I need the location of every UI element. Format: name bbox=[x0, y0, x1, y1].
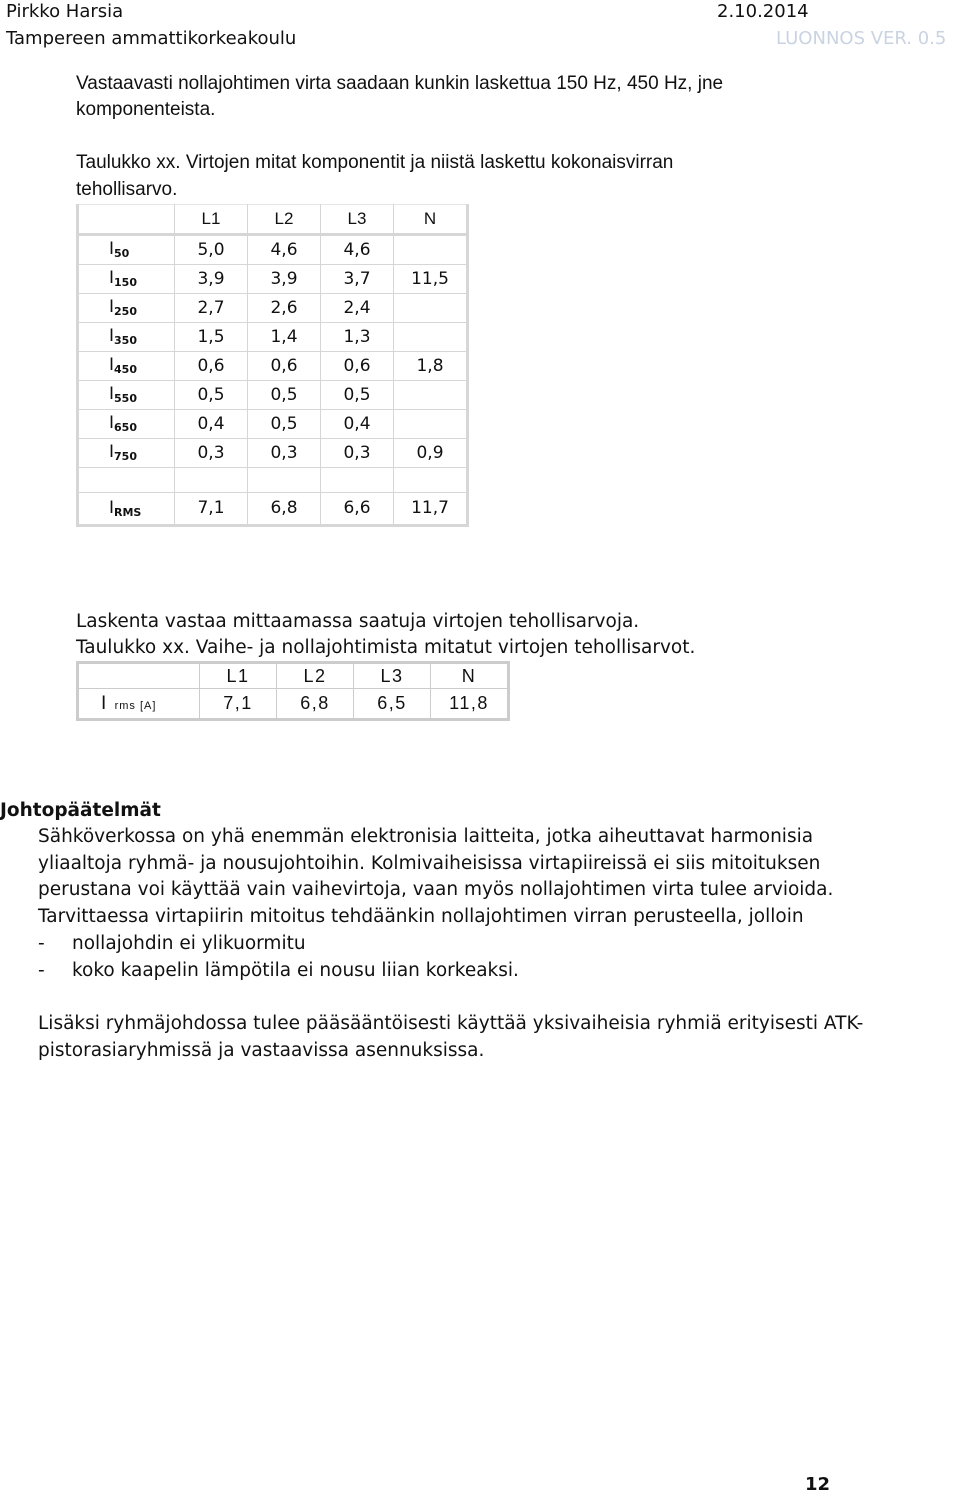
table-header-cell: L2 bbox=[277, 663, 354, 689]
table-row-rms bbox=[78, 492, 468, 525]
table-row bbox=[78, 351, 468, 380]
row-label-base: I bbox=[109, 497, 115, 518]
measured-rms-table bbox=[76, 661, 510, 721]
closing-line-1: Lisäksi ryhmäjohdossa tulee pääsääntöisesti käyttää yksivaiheisia ryhmiä erityisesti ATK- bbox=[38, 1013, 864, 1034]
row-label bbox=[78, 438, 175, 467]
table-cell: 1,5 bbox=[175, 322, 248, 351]
table-row bbox=[78, 380, 468, 409]
table-cell: 4,6 bbox=[321, 234, 394, 264]
table-cell: 3,9 bbox=[175, 264, 248, 293]
row-label-base: I bbox=[109, 413, 115, 433]
table-row bbox=[78, 264, 468, 293]
row-label-sub: RMS bbox=[114, 505, 142, 519]
row-label-sub: 650 bbox=[114, 421, 137, 434]
table-cell: 2,6 bbox=[248, 293, 321, 322]
table-cell: 0,4 bbox=[175, 409, 248, 438]
row-label bbox=[78, 492, 175, 525]
row-label-sub: rms [A] bbox=[114, 699, 157, 712]
table-header-cell: L2 bbox=[248, 205, 321, 235]
intro-line-2: komponenteista. bbox=[76, 99, 216, 120]
table-cell: 0,5 bbox=[248, 409, 321, 438]
row-label bbox=[78, 351, 175, 380]
bullet-dash: - bbox=[38, 933, 45, 954]
table-cell bbox=[394, 293, 468, 322]
table-cell: 0,5 bbox=[321, 380, 394, 409]
table-cell: 1,8 bbox=[394, 351, 468, 380]
table-cell: 0,6 bbox=[321, 351, 394, 380]
row-label bbox=[78, 322, 175, 351]
list-item-text: koko kaapelin lämpötila ei nousu liian korkeaksi. bbox=[72, 960, 519, 981]
table-cell: 3,9 bbox=[248, 264, 321, 293]
header-version: LUONNOS VER. 0.5 bbox=[776, 28, 947, 49]
conclusions-line-4: Tarvittaessa virtapiirin mitoitus tehdäänkin nollajohtimen virran perusteella, jolloin bbox=[38, 906, 804, 927]
table-spacer-row bbox=[78, 467, 468, 492]
list-item bbox=[38, 931, 306, 958]
table-row bbox=[78, 234, 468, 264]
table-cell: 6,6 bbox=[321, 492, 394, 525]
header-author: Pirkko Harsia bbox=[6, 1, 124, 22]
row-label-sub: 750 bbox=[114, 450, 137, 463]
table-cell bbox=[394, 322, 468, 351]
table-cell: 11,7 bbox=[394, 492, 468, 525]
table-cell: 5,0 bbox=[175, 234, 248, 264]
row-label-base: I bbox=[109, 326, 115, 346]
conclusions-line-2: yliaaltoja ryhmä- ja nousujohtoihin. Kolmivaiheisissa virtapiireissä ei siis mitoituksen bbox=[38, 853, 821, 874]
conclusions-line-3: perustana voi käyttää vain vaihevirtoja, vaan myös nollajohtimen virta tulee arvioida. bbox=[38, 879, 834, 900]
table-cell: 0,3 bbox=[321, 438, 394, 467]
table-header-cell bbox=[78, 205, 175, 235]
row-label bbox=[78, 293, 175, 322]
table-cell: 6,8 bbox=[248, 492, 321, 525]
closing-line-2: pistorasiaryhmissä ja vastaavissa asennuksissa. bbox=[38, 1040, 485, 1061]
table-cell: 6,5 bbox=[354, 689, 431, 720]
table-cell: 4,6 bbox=[248, 234, 321, 264]
row-label-sub: 250 bbox=[114, 305, 137, 318]
row-label-base: I bbox=[109, 268, 115, 288]
table-header-row bbox=[78, 205, 468, 235]
table-row bbox=[78, 689, 509, 720]
table-header-cell: N bbox=[394, 205, 468, 235]
table-row bbox=[78, 322, 468, 351]
row-label bbox=[78, 409, 175, 438]
table-header-cell: L1 bbox=[175, 205, 248, 235]
table-cell: 0,5 bbox=[175, 380, 248, 409]
table-cell bbox=[394, 409, 468, 438]
row-label-base: I bbox=[109, 355, 115, 375]
row-label-sub: 350 bbox=[114, 334, 137, 347]
row-label-base: I bbox=[109, 384, 115, 404]
table-cell: 0,5 bbox=[248, 380, 321, 409]
row-label-base: I bbox=[109, 297, 115, 317]
table-cell: 11,5 bbox=[394, 264, 468, 293]
table-header-cell: N bbox=[431, 663, 509, 689]
intro-line-1: Vastaavasti nollajohtimen virta saadaan kunkin laskettua 150 Hz, 450 Hz, jne bbox=[76, 73, 724, 94]
table2-caption: Taulukko xx. Vaihe- ja nollajohtimista mitatut virtojen tehollisarvot. bbox=[76, 637, 696, 658]
table-cell: 6,8 bbox=[277, 689, 354, 720]
table-cell: 0,6 bbox=[248, 351, 321, 380]
row-label-sub: 550 bbox=[114, 392, 137, 405]
list-item-text: nollajohdin ei ylikuormitu bbox=[72, 933, 306, 954]
row-label bbox=[78, 264, 175, 293]
row-label-base: I bbox=[101, 692, 108, 714]
row-label bbox=[78, 689, 200, 720]
header-date: 2.10.2014 bbox=[717, 1, 809, 22]
table1-caption-line-1: Taulukko xx. Virtojen mitat komponentit ja niistä laskettu kokonaisvirran bbox=[76, 152, 674, 173]
table-cell: 0,4 bbox=[321, 409, 394, 438]
table-cell: 2,7 bbox=[175, 293, 248, 322]
row-label-sub: 50 bbox=[114, 247, 130, 260]
page-number: 12 bbox=[805, 1474, 831, 1495]
table-header-cell: L3 bbox=[354, 663, 431, 689]
table-cell: 2,4 bbox=[321, 293, 394, 322]
table-cell: 0,3 bbox=[248, 438, 321, 467]
row-label bbox=[78, 234, 175, 264]
harmonic-components-table bbox=[76, 204, 469, 527]
table-cell: 3,7 bbox=[321, 264, 394, 293]
table1-caption-line-2: tehollisarvo. bbox=[76, 179, 178, 200]
header-school: Tampereen ammattikorkeakoulu bbox=[6, 28, 297, 49]
row-label-base: I bbox=[109, 442, 115, 462]
table-cell bbox=[394, 234, 468, 264]
table-header-row bbox=[78, 663, 509, 689]
table-header-cell: L1 bbox=[200, 663, 277, 689]
table-cell: 1,4 bbox=[248, 322, 321, 351]
row-label-base: I bbox=[109, 239, 115, 259]
table-header-cell: L3 bbox=[321, 205, 394, 235]
bullet-dash: - bbox=[38, 960, 45, 981]
table-cell: 0,3 bbox=[175, 438, 248, 467]
table-cell: 7,1 bbox=[200, 689, 277, 720]
list-item bbox=[38, 958, 519, 985]
table-cell: 0,9 bbox=[394, 438, 468, 467]
table-row bbox=[78, 438, 468, 467]
table-cell bbox=[394, 380, 468, 409]
table-cell: 11,8 bbox=[431, 689, 509, 720]
row-label bbox=[78, 380, 175, 409]
table-cell: 1,3 bbox=[321, 322, 394, 351]
table-row bbox=[78, 409, 468, 438]
row-label-sub: 150 bbox=[114, 276, 137, 289]
table-cell: 0,6 bbox=[175, 351, 248, 380]
conclusions-line-1: Sähköverkossa on yhä enemmän elektronisia laitteita, jotka aiheuttavat harmonisia bbox=[38, 826, 814, 847]
result-text: Laskenta vastaa mittaamassa saatuja virtojen tehollisarvoja. bbox=[76, 611, 640, 632]
conclusions-heading: Johtopäätelmät bbox=[0, 800, 161, 821]
row-label-sub: 450 bbox=[114, 363, 137, 376]
table-row bbox=[78, 293, 468, 322]
table-cell: 7,1 bbox=[175, 492, 248, 525]
